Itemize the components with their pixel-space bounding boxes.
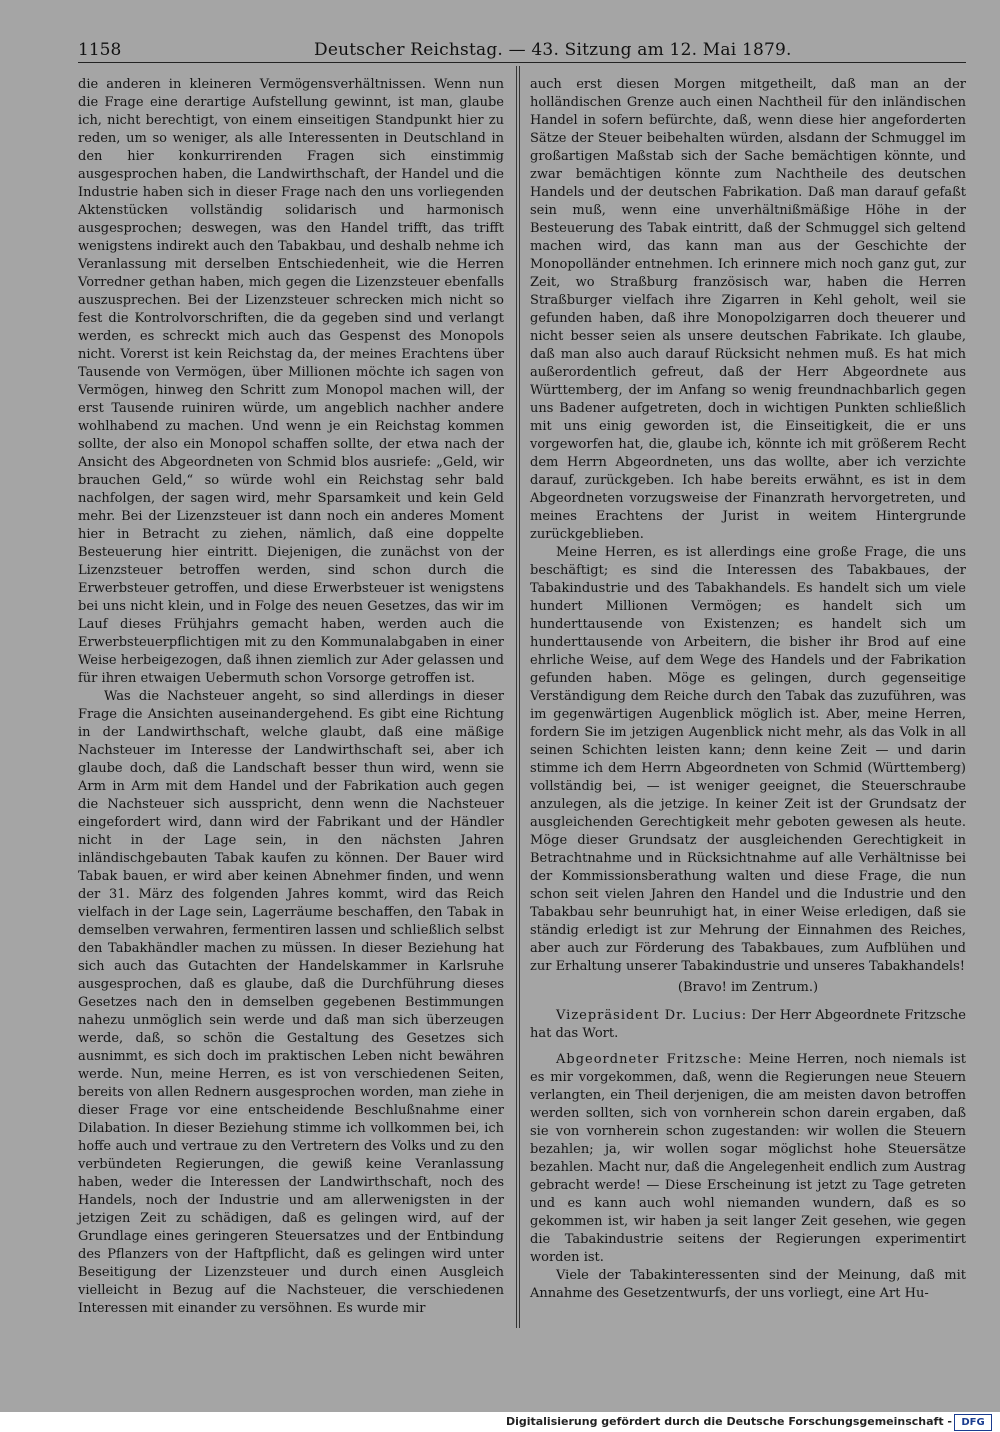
right-column bbox=[530, 76, 966, 1303]
speaker-name: Vizepräsident Dr. Lucius: bbox=[556, 1008, 748, 1023]
paragraph: Meine Herren, es ist allerdings eine große Frage, die uns beschäftigt; es sind die Interessen des Tabakbaues, der Tabakindustrie und des Tabakhandels. Es handelt sich um viele hundert Millionen Vermögen; es handelt sich um hunderttausende von Existenzen; es handelt sich um hunderttausende von Arbeitern, die bisher ihr Brod auf eine ehrliche Weise, auf dem Wege des Handels und der Fabrikation gefunden haben. Möge es gelingen, durch gegenseitige Verständigung dem Reiche durch den Tabak das zuzuführen, was im gegenwärtigen Augenblick möglich ist. Aber, meine Herren, fordern Sie im jetzigen Augenblick nicht mehr, als das Volk in all seinen Schichten leisten kann; denn keine Zeit — und darin stimme ich dem Herrn Abgeordneten von Schmid (Württemberg) vollständig bei, — ist weniger geeignet, die Steuerschraube anzulegen, als die jetzige. In keiner Zeit ist der Grundsatz der ausgleichenden Gerechtigkeit mehr geboten gewesen als heute. Möge dieser Grundsatz der ausgleichenden Gerechtigkeit in Betrachtnahme und in Rücksichtnahme auf alle Verhältnisse bei der Kommissionsberathung walten und diese Frage, die nun schon seit vielen Jahren den Handel und die Industrie und den Tabakbau sehr beunruhigt hat, in einer Weise erledigen, daß sie ständig erledigt ist zur Mehrung der Einnahmen des Reiches, aber auch zur Förderung des Tabakbaues, zum Aufblühen und zur Erhaltung unserer Tabakindustrie und unseres Tabakhandels! bbox=[530, 545, 966, 974]
dfg-logo: DFG bbox=[954, 1414, 992, 1431]
header-rule bbox=[78, 62, 966, 63]
applause-note: (Bravo! im Zentrum.) bbox=[677, 980, 819, 995]
speaker-text: Meine Herren, noch niemals ist es mir vorgekommen, daß, wenn die Regierungen neue Steuern verlangten, ein Theil derjenigen, die am meisten davon betroffen werden sollten, sich von vornherein schon darein ergaben, daß sie von vornherein schon zugestanden: wir wollen die Steuern bezahlen; ja, wir wollen sogar möglichst hohe Steuersätze bezahlen. Macht nur, daß die Angelegenheit endlich zum Austrag gebracht werde! — Diese Erscheinung ist jetzt zu Tage getreten und es kann auch wohl niemanden wundern, daß es so gekommen ist, wir haben ja seit langer Zeit gesehen, wie gegen die Tabakindustrie seitens der Regierungen experimentirt worden ist. bbox=[530, 1052, 966, 1265]
column-divider bbox=[516, 66, 517, 1328]
page-number: 1158 bbox=[78, 40, 122, 60]
running-head bbox=[78, 36, 966, 64]
column-divider-second bbox=[519, 66, 520, 1328]
page-header-title: Deutscher Reichstag. — 43. Sitzung am 12. Mai 1879. bbox=[314, 40, 792, 60]
left-column bbox=[78, 76, 504, 1318]
speaker-name: Abgeordneter Fritzsche: bbox=[556, 1052, 743, 1067]
footer-bar bbox=[0, 1412, 1000, 1432]
speaker-paragraph bbox=[530, 1007, 966, 1043]
footer-credit: Digitalisierung gefördert durch die Deutsche Forschungsgemeinschaft - bbox=[505, 1415, 952, 1428]
speaker-text: Der Herr Abgeordnete Fritzsche hat das Wort. bbox=[530, 1008, 966, 1041]
paragraph: auch erst diesen Morgen mitgetheilt, daß man an der holländischen Grenze auch einen Nachtheil für den inländischen Handel in sofern befürchte, daß, wenn diese hier angeforderten Sätze der Steuer beibehalten würden, alsdann der Schmuggel im großartigen Maßstab sich der Sache bemächtigen könnte, und zwar bemächtigen könnte zum Nachtheile des deutschen Handels und der deutschen Fabrikation. Daß man darauf gefaßt sein muß, wenn eine unverhältnißmäßige Höhe in der Besteuerung des Tabak eintritt, daß der Schmuggel sich geltend machen wird, das kann man aus der Geschichte der Monopolländer entnehmen. Ich erinnere mich noch ganz gut, zur Zeit, wo Straßburg französisch war, haben die Herren Straßburger vielfach ihre Zigarren in Kehl geholt, weil sie gefunden haben, daß ihre Monopolzigarren doch theuerer und nicht besser seien als unsere deutschen Fabrikate. Ich glaube, daß man also auch darauf Rücksicht nehmen muß. Es hat mich außerordentlich gefreut, daß der Herr Abgeordnete aus Württemberg, der im Anfang so wenig freundnachbarlich gegen uns Badener aufgetreten, doch in wichtigen Punkten schließlich mit uns einig geworden ist, die Einseitigkeit, die er uns vorgeworfen hat, die, glaube ich, könnte ich mit größerem Recht dem Herrn Abgeordneten, uns das wollte, aber ich verzichte darauf, zurückgeben. Ich habe bereits erwähnt, es ist in dem Abgeordneten vorzugsweise der Finanzrath hervorgetreten, und meines Erachtens der Jurist in weitem Hintergrunde zurückgeblieben. bbox=[530, 77, 966, 542]
paragraph: die anderen in kleineren Vermögensverhältnissen. Wenn nun die Frage eine derartige Aufstellung gewinnt, ist man, glaube ich, nicht berechtigt, von einem einseitigen Standpunkt hier zu reden, um so weniger, als alle Interessenten in Deutschland in den hier konkurrirenden Fragen sich einstimmig ausgesprochen haben, die Landwirthschaft, der Handel und die Industrie haben sich in dieser Frage nach den uns vorliegenden Aktenstücken vollständig solidarisch und harmonisch ausgesprochen; deswegen, was den Handel trifft, das trifft wenigstens indirekt auch den Tabakbau, und deshalb nehme ich Veranlassung mit derselben Entschiedenheit, wie die Herren Vorredner gethan haben, mich gegen die Lizenzsteuer ebenfalls auszusprechen. Bei der Lizenzsteuer schrecken mich nicht so fest die Kontrolvorschriften, die da gegeben sind und verlangt werden, es schreckt mich auch das Gespenst des Monopols nicht. Vorerst ist kein Reichstag da, der meines Erachtens über Tausende von Vermögen, über Millionen möchte ich sagen von Vermögen, hinweg den Schritt zum Monopol machen will, der erst Tausende ruiniren würde, um angeblich nachher andere wohlhabend zu machen. Und wenn je ein Reichstag kommen sollte, der also ein Monopol schaffen sollte, der etwa nach der Ansicht des Abgeordneten von Schmid blos ausriefe: „Geld, wir brauchen Geld,“ so würde wohl ein Reichstag sehr bald nachfolgen, der sagen wird, mehr Sparsamkeit und kein Geld mehr. Bei der Lizenzsteuer ist dann noch ein anderes Moment hier in Betracht zu ziehen, nämlich, daß eine doppelte Besteuerung hier eintritt. Diejenigen, die zunächst von der Lizenzsteuer betroffen werden, sind schon durch die Erwerbsteuer getroffen, und diese Erwerbsteuer ist wenigstens bei uns nicht klein, und in Folge des neuen Gesetzes, das wir im Lauf dieses Frühjahrs gemacht haben, werden auch die Erwerbsteuerpflichtigen mit zu den Kommunalabgaben in einer Weise herbeigezogen, daß ihnen ziemlich zur Ader gelassen und für ihren etwaigen Uebermuth schon Vorsorge getroffen ist. bbox=[78, 77, 504, 686]
paragraph: Was die Nachsteuer angeht, so sind allerdings in dieser Frage die Ansichten auseinandergehend. Es gibt eine Richtung in der Landwirthschaft, welche glaubt, daß eine mäßige Nachsteuer im Interesse der Landwirthschaft sei, aber ich glaube doch, daß die Landschaft besser thun wird, wenn sie Arm in Arm mit dem Handel und der Fabrikation auch gegen die Nachsteuer sich ausspricht, denn wenn die Nachsteuer eingefordert wird, dann wird der Fabrikant und der Händler nicht in der Lage sein, in den nächsten Jahren inländischgebauten Tabak kaufen zu können. Der Bauer wird Tabak bauen, er wird aber keinen Abnehmer finden, und wenn der 31. März des folgenden Jahres kommt, wird das Reich vielfach in der Lage sein, Lagerräume beschaffen, den Tabak in demselben verwahren, fermentiren lassen und schließlich selbst den Tabakhändler machen zu müssen. In dieser Beziehung hat sich auch das Gutachten der Handelskammer in Karlsruhe ausgesprochen, daß es glaube, daß die Durchführung dieses Gesetzes nach den in demselben gegebenen Bestimmungen nahezu unmöglich sein werde und daß man sich überzeugen werde, daß, so schön die Gestaltung des Gesetzes sich ausnimmt, es sich doch im praktischen Leben nicht bewähren werde. Nun, meine Herren, es ist von verschiedenen Seiten, bereits von allen Rednern ausgesprochen worden, man ziehe in dieser Frage vor eine entscheidende Beschlußnahme einer Dilabation. In dieser Beziehung stimme ich vollkommen bei, ich hoffe auch und vertraue zu den Vertretern des Volks und zu den verbündeten Regierungen, die gewiß keine Veranlassung haben, weder die Interessen der Landwirthschaft, noch des Handels, noch der Industrie und am allerwenigsten in der jetzigen Zeit zu schädigen, daß es gelingen wird, auf der Grundlage eines geringeren Steuersatzes und der Entbindung des Pflanzers von der Haftpflicht, daß es gelingen wird unter Beseitigung der Lizenzsteuer und durch einen Ausgleich vielleicht in Bezug auf die Nachsteuer, die verschiedenen Interessen mit einander zu versöhnen. Es wurde mir bbox=[78, 689, 504, 1316]
paragraph: Viele der Tabakinteressenten sind der Meinung, daß mit Annahme des Gesetzentwurfs, der uns vorliegt, eine Art Hu- bbox=[530, 1268, 966, 1301]
speaker-paragraph bbox=[530, 1051, 966, 1267]
